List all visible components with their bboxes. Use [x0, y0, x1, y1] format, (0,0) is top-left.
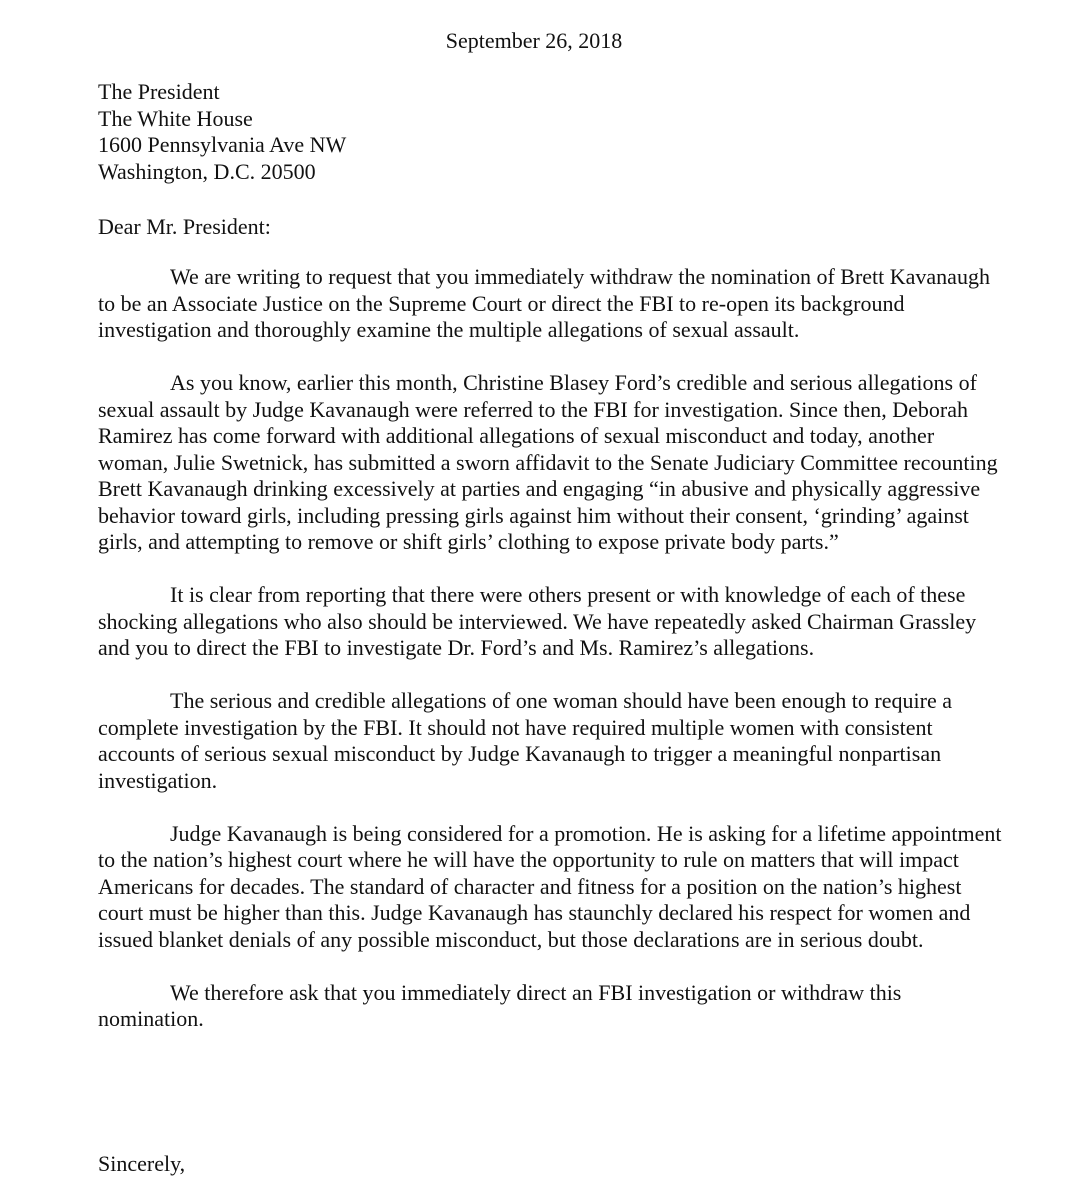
salutation: Dear Mr. President:: [98, 214, 271, 239]
body-paragraph: Judge Kavanaugh is being considered for a promotion. He is asking for a lifetime appointment to the nation’s highest court where he will have the opportunity to rule on matters that will impact Americans for decades. The standard of character and fitness for a position on the nation’s highest court must be higher than this. Judge Kavanaugh has staunchly declared his respect for women and issued blanket denials of any possible misconduct, but those declarations are in serious doubt.: [98, 820, 1002, 952]
body-paragraph: It is clear from reporting that there were others present or with knowledge of each of these shocking allegations who also should be interviewed. We have repeatedly asked Chairman Grassley and you to direct the FBI to investigate Dr. Ford’s and Ms. Ramirez’s allegations.: [98, 582, 977, 660]
address-line: The President: [98, 79, 220, 104]
letter-date: September 26, 2018: [445, 28, 623, 53]
body-paragraph: We therefore ask that you immediately direct an FBI investigation or withdraw this nomination.: [98, 979, 902, 1031]
address-line: 1600 Pennsylvania Ave NW: [98, 132, 347, 157]
body-paragraph: We are writing to request that you immediately withdraw the nomination of Brett Kavanaugh to be an Associate Justice on the Supreme Court or direct the FBI to re-open its background investigation and thoroughly examine the multiple allegations of sexual assault.: [98, 264, 990, 342]
address-line: The White House: [98, 105, 253, 131]
body-paragraph: As you know, earlier this month, Christine Blasey Ford’s credible and serious allegations of sexual assault by Judge Kavanaugh were referred to the FBI for investigation. Since then, Deborah Ramirez has come forward with additional allegations of sexual misconduct and today, another woman, Julie Swetnick, has submitted a sworn affidavit to the Senate Judiciary Committee recounting Brett Kavanaugh drinking excessively at parties and engaging “in abusive and physically aggressive behavior toward girls, including pressing girls against him without their consent, ‘grinding’ against girls, and attempting to remove or shift girls’ clothing to expose private body parts.”: [98, 370, 998, 554]
closing: Sincerely,: [98, 1151, 186, 1176]
address-line: Washington, D.C. 20500: [98, 158, 316, 184]
recipient-address: [98, 79, 346, 185]
body-paragraph: The serious and credible allegations of one woman should have been enough to require a complete investigation by the FBI. It should not have required multiple women with consistent accounts of serious sexual misconduct by Judge Kavanaugh to trigger a meaningful nonpartisan investigation.: [98, 688, 952, 793]
letter-body: [98, 264, 1003, 1059]
